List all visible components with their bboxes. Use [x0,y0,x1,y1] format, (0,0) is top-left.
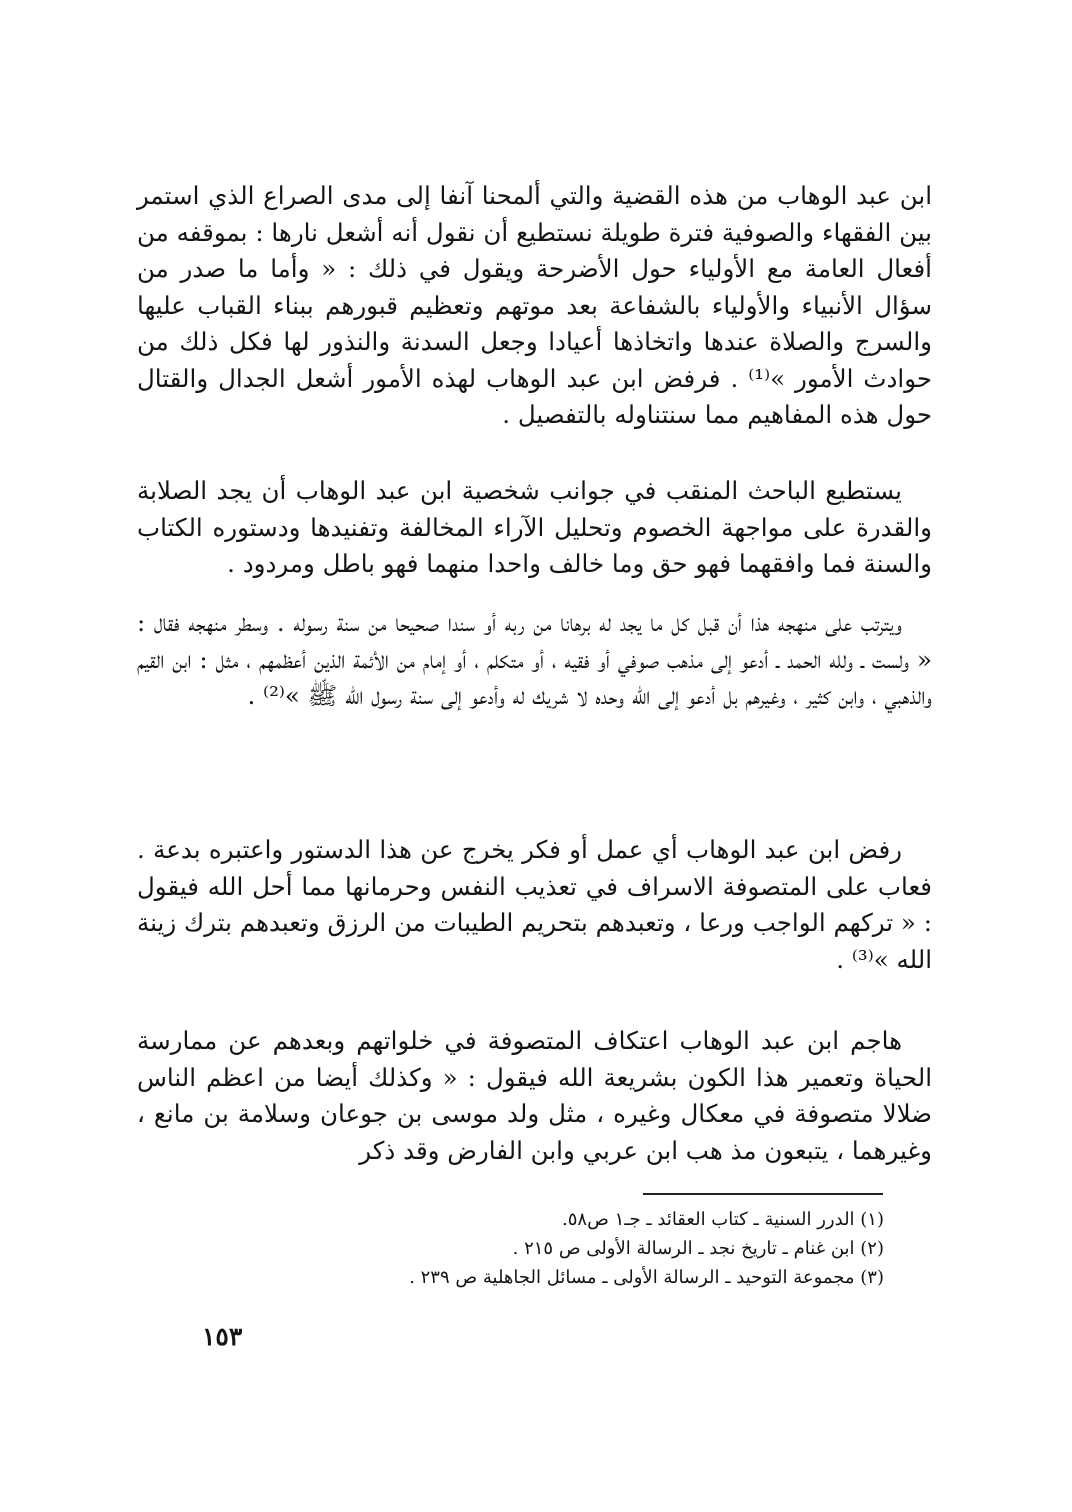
paragraph-4 [137,832,932,978]
paragraph-2 [137,473,932,583]
paragraph-5 [137,1023,932,1169]
paragraph-5-text: هاجم ابن عبد الوهاب اعتكاف المتصوفة في خلواتهم وبعدهم عن ممارسة الحياة وتعمير هذا الكون بشريعة الله فيقول : « وكذلك أيضا من اعظم الناس ضلالا متصوفة في معكال وغيره ، مثل ولد موسى بن جوعان وسلامة بن مانع ، وغيرهما ، يتبعون مذ هب ابن عربي وابن الفارض وقد ذكر [137,1026,932,1165]
paragraph-1 [137,178,932,434]
paragraph-4-text: رفض ابن عبد الوهاب أي عمل أو فكر يخرج عن هذا الدستور واعتبره بدعة . فعاب على المتصوفة الاسراف في تعذيب النفس وحرمانها مما أحل الله فيقول : « تركهم الواجب ورعا ، وتعبدهم بتحريم الطيبات من الرزق وتعبدهم بترك زينة الله »⁽³⁾ . [137,835,932,974]
paragraph-3-text: ويترتب على منهجه هذا أن قبل كل ما يجد له برهانا من ربه أو سندا صحيحا من سنة رسوله . وسطر منهجه فقال : « ولست ـ ولله الحمد ـ أدعو إلى مذهب صوفي أو فقيه ، أو متكلم ، أو إمام من الأئمة الذين أعظمهم ، مثل : ابن القيم والذهبي ، وابن كثير ، وغيرهم بل أدعو إلى الله وحده لا شريك له وأدعو إلى سنة رسول الله ﷺ »⁽²⁾ . [137,608,932,710]
footnotes [137,1205,932,1292]
paragraph-2-text: يستطيع الباحث المنقب في جوانب شخصية ابن عبد الوهاب أن يجد الصلابة والقدرة على مواجهة الخصوم وتحليل الآراء المخالفة وتفنيدها ودستوره الكتاب والسنة فما وافقهما فهو حق وما خالف واحدا منهما فهو باطل ومردود . [137,476,932,578]
footnote-3: (٣) مجموعة التوحيد ـ الرسالة الأولى ـ مسائل الجاهلية ص ٢٣٩ . [409,1267,884,1288]
footnote-2: (٢) ابن غنام ـ تاريخ نجد ـ الرسالة الأولى ص ٢١٥ . [512,1238,884,1259]
footnote-1: (١) الدرر السنية ـ كتاب العقائد ـ جـ١ ص٥٨. [562,1209,884,1230]
paragraph-3 [137,605,932,715]
footnote-divider [643,1193,883,1195]
paragraph-1-text: ابن عبد الوهاب من هذه القضية والتي ألمحنا آنفا إلى مدى الصراع الذي استمر بين الفقهاء والصوفية فترة طويلة نستطيع أن نقول أنه أشعل نارها : بموقفه من أفعال العامة مع الأولياء حول الأضرحة ويقول في ذلك : « وأما ما صدر من سؤال الأنبياء والأولياء بالشفاعة بعد موتهم وتعظيم قبورهم ببناء القباب عليها والسرج والصلاة عندها واتخاذها أعيادا وجعل السدنة والنذور لها فكل ذلك من حوادث الأمور »⁽¹⁾ . فرفض ابن عبد الوهاب لهذه الأمور أشعل الجدال والقتال حول هذه المفاهيم مما سنتناوله بالتفصيل . [137,181,932,429]
page-number: ١٥٣ [202,1322,243,1351]
